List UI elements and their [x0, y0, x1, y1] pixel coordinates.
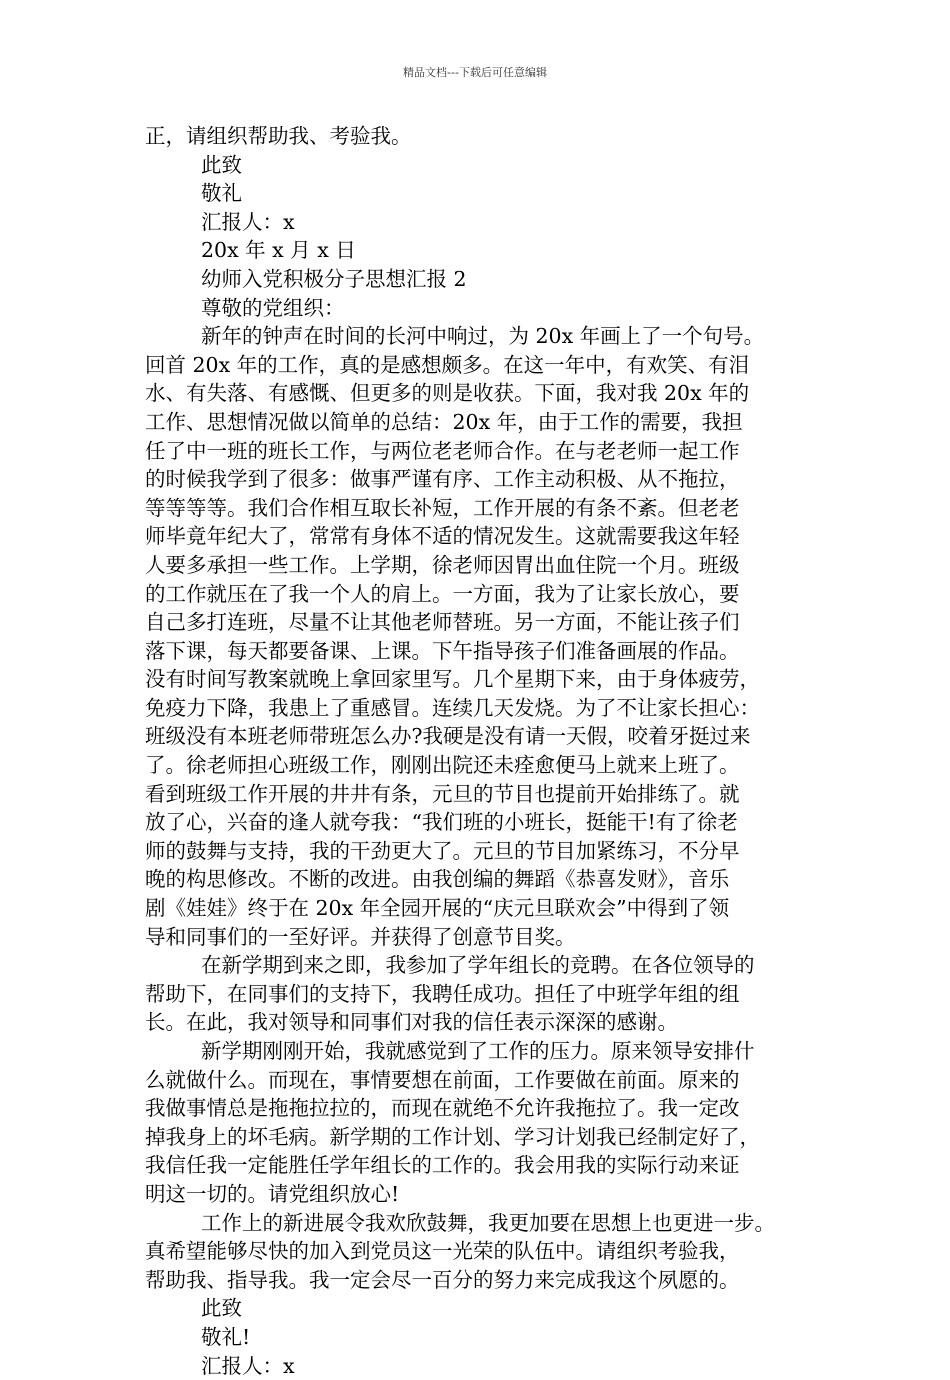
text-line: 么就做什么。而现在，事情要想在前面，工作要做在前面。原来的 — [145, 1067, 740, 1092]
text-line: 任了中一班的班长工作，与两位老老师合作。在与老老师一起工作 — [145, 438, 740, 463]
text-line: 尊敬的党组织： — [201, 295, 345, 320]
text-line: 放了心，兴奋的逢人就夸我：“我们班的小班长，挺能干!有了徐老 — [145, 810, 738, 835]
text-line: 落下课，每天都要备课、上课。下午指导孩子们准备画展的作品。 — [145, 638, 740, 663]
text-line: 免疫力下降，我患上了重感冒。连续几天发烧。为了不让家长担心： — [145, 695, 760, 720]
text-line: 的时候我学到了很多：做事严谨有序、工作主动积极、从不拖拉， — [145, 467, 740, 492]
text-line: 没有时间写教案就晚上拿回家里写。几个星期下来，由于身体疲劳， — [145, 667, 760, 692]
text-line: 人要多承担一些工作。上学期，徐老师因胃出血住院一个月。班级 — [145, 552, 740, 577]
text-line: 我信任我一定能胜任学年组长的工作的。我会用我的实际行动来证 — [145, 1153, 740, 1178]
text-line: 晚的构思修改。不断的改进。由我创编的舞蹈《恭喜发财》，音乐 — [145, 867, 730, 892]
text-line: 新年的钟声在时间的长河中响过，为 20x 年画上了一个句号。 — [201, 324, 765, 349]
text-line: 20x 年 x 月 x 日 — [201, 238, 356, 263]
text-line: 回首 20x 年的工作，真的是感想颇多。在这一年中，有欢笑、有泪 — [145, 352, 750, 377]
text-line: 了。徐老师担心班级工作，刚刚出院还未痊愈便马上就来上班了。 — [145, 753, 740, 778]
text-line: 等等等等。我们合作相互取长补短，工作开展的有条不紊。但老老 — [145, 495, 740, 520]
text-line: 工作、思想情况做以简单的总结：20x 年，由于工作的需要，我担 — [145, 409, 743, 434]
text-line: 看到班级工作开展的井井有条，元旦的节目也提前开始排练了。就 — [145, 781, 740, 806]
text-line: 水、有失落、有感慨、但更多的则是收获。下面，我对我 20x 年的 — [145, 381, 750, 406]
text-line: 在新学期到来之即，我参加了学年组长的竞聘。在各位领导的 — [201, 953, 755, 978]
text-line: 工作上的新进展令我欢欣鼓舞，我更加要在思想上也更进一步。 — [201, 1210, 775, 1235]
text-line: 的工作就压在了我一个人的肩上。一方面，我为了让家长放心，要 — [145, 581, 740, 606]
text-line: 敬礼! — [201, 1324, 251, 1349]
text-line: 剧《娃娃》终于在 20x 年全园开展的“庆元旦联欢会”中得到了领 — [145, 896, 730, 921]
text-line: 此致 — [201, 1296, 242, 1321]
document-body — [145, 122, 825, 1380]
text-line: 敬礼 — [201, 181, 242, 206]
text-line: 自己多打连班，尽量不让其他老师替班。另一方面，不能让孩子们 — [145, 610, 740, 635]
text-line: 正，请组织帮助我、考验我。 — [145, 124, 412, 148]
text-line: 长。在此，我对领导和同事们对我的信任表示深深的感谢。 — [145, 1010, 678, 1035]
text-line: 导和同事们的一至好评。并获得了创意节目奖。 — [145, 924, 576, 949]
text-line: 明这一切的。请党组织放心! — [145, 1181, 400, 1206]
text-line: 我做事情总是拖拖拉拉的，而现在就绝不允许我拖拉了。我一定改 — [145, 1096, 740, 1121]
text-line: 真希望能够尽快的加入到党员这一光荣的队伍中。请组织考验我， — [145, 1239, 740, 1264]
text-line: 此致 — [201, 152, 242, 177]
text-line: 幼师入党积极分子思想汇报 2 — [201, 266, 467, 291]
text-line: 帮助下，在同事们的支持下，我聘任成功。担任了中班学年组的组 — [145, 981, 740, 1006]
text-line: 师毕竟年纪大了，常常有身体不适的情况发生。这就需要我这年轻 — [145, 524, 740, 549]
text-line: 帮助我、指导我。我一定会尽一百分的努力来完成我这个夙愿的。 — [145, 1267, 740, 1292]
text-line: 掉我身上的坏毛病。新学期的工作计划、学习计划我已经制定好了， — [145, 1124, 760, 1149]
text-line: 汇报人：x — [201, 209, 295, 234]
text-line: 师的鼓舞与支持，我的干劲更大了。元旦的节目加紧练习，不分早 — [145, 838, 740, 863]
text-line: 新学期刚刚开始，我就感觉到了工作的压力。原来领导安排什 — [201, 1039, 755, 1063]
page-header: 精品文档---下载后可任意编辑 — [403, 66, 547, 79]
text-line: 汇报人：x — [201, 1353, 295, 1378]
text-line: 班级没有本班老师带班怎么办?我硬是没有请一天假，咬着牙挺过来 — [145, 724, 751, 749]
